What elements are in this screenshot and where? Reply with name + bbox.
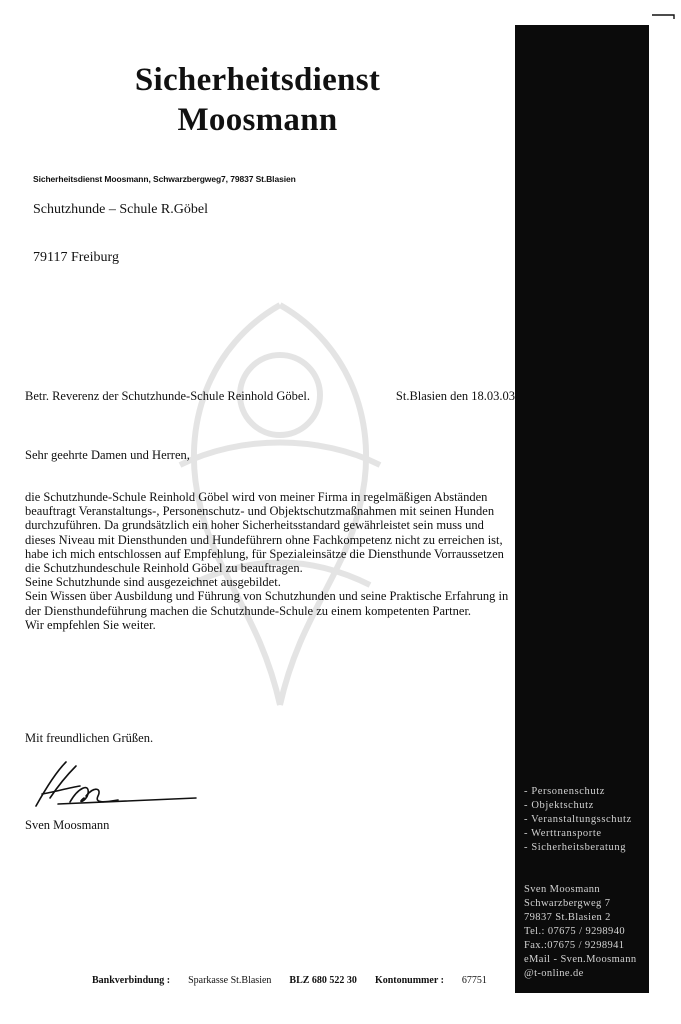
contact-line: Fax.:07675 / 9298941 [524,940,625,951]
letterhead-title-line2: Moosmann [177,102,338,138]
body-paragraph: Seine Schutzhunde sind ausgezeichnet ausgebildet. [25,575,281,590]
service-item: - Sicherheitsberatung [524,842,627,853]
letterhead-title-line1: Sicherheitsdienst [134,62,381,98]
salutation: Sehr geehrte Damen und Herren, [25,448,190,462]
letter-body [25,490,515,632]
contact-line: 79837 St.Blasien 2 [524,912,611,923]
contact-line: @t-online.de [524,968,584,979]
black-sidebar [515,25,649,993]
service-item: - Objektschutz [524,800,594,811]
bank-label: Bankverbindung : [92,975,171,986]
signer-name: Sven Moosmann [25,818,110,832]
service-item: - Personenschutz [524,786,606,797]
contact-line: Schwarzbergweg 7 [524,898,611,909]
recipient-city: 79117 Freiburg [33,250,119,265]
subject-row [25,389,515,404]
account-label: Kontonummer : [374,975,444,986]
bank-name: Sparkasse St.Blasien [188,975,272,986]
handwritten-signature [28,758,198,818]
body-paragraph: die Schutzhunde-Schule Reinhold Göbel wird von meiner Firma in regelmäßigen Abständen beauftragt Veranstaltungs-, Personenschutz- und Objektschutzmaßnahmen mit seinen Hunden durchzuführen. Da grundsätzlich ein hoher Sicherheitsstandard gewährleistet sein muss und dieses Niveau mit Diensthunden und Hundeführern ohne Fachkompetenz nicht zu erreichen ist, habe ich mich entschlossen auf Empfehlung, für Spezialeinsätze die Diensthunde Vorraussetzen die Schutzhundeschule Reinhold Göbel zu beauftragen. [25,490,504,576]
sender-address-line: Sicherheitsdienst Moosmann, Schwarzbergweg7, 79837 St.Blasien [33,174,296,184]
contact-line: Sven Moosmann [524,884,601,895]
services-list [524,785,632,855]
account-number: 67751 [461,975,487,986]
bank-code: BLZ 680 522 30 [289,975,357,986]
subject-text: Betr. Reverenz der Schutzhunde-Schule Reinhold Göbel. [25,389,310,403]
contact-line: eMail - Sven.Moosmann [524,954,637,965]
closing-line: Mit freundlichen Grüßen. [25,731,154,745]
bank-footer [92,975,487,986]
body-paragraph: Sein Wissen über Ausbildung und Führung von Schutzhunden und seine Praktische Erfahrung in der Diensthundeführung machen die Schutzhunde-Schule zu einem kompetenten Partner. [25,589,509,618]
place-date: St.Blasien den 18.03.03 [395,389,515,403]
service-item: - Veranstaltungsschutz [524,814,632,825]
contact-block [524,883,637,981]
contact-line: Tel.: 07675 / 9298940 [524,926,625,937]
letterhead-title [0,60,515,140]
corner-dash-mark [652,12,676,20]
body-paragraph: Wir empfehlen Sie weiter. [25,617,156,632]
recipient-name: Schutzhunde – Schule R.Göbel [33,202,208,217]
service-item: - Werttransporte [524,828,602,839]
